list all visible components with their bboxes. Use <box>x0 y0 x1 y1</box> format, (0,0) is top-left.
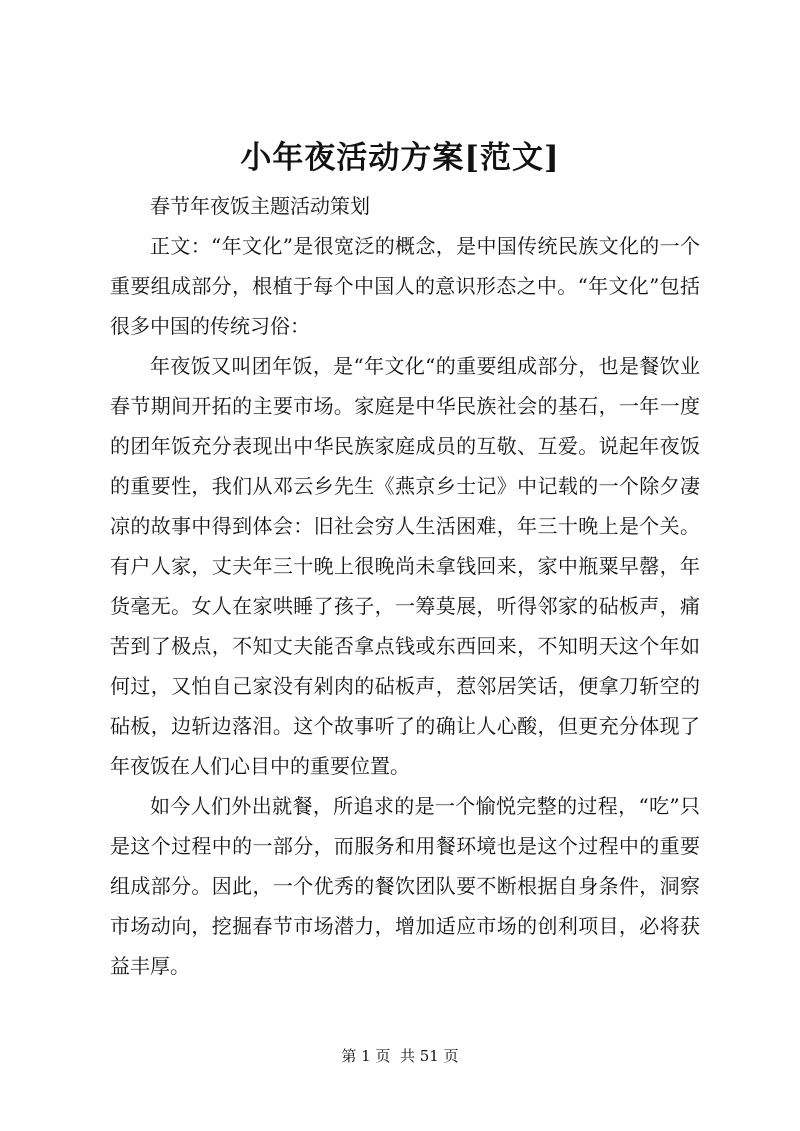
page-footer <box>0 1046 800 1066</box>
page-number: 第 1 页 共 51 页 <box>341 1047 459 1065</box>
document-title: 小年夜活动方案[范文] <box>240 140 560 176</box>
subtitle-paragraph: 春节年夜饭主题活动策划 <box>150 194 370 218</box>
document-body <box>110 186 700 986</box>
body-paragraph: 如今人们外出就餐，所追求的是一个愉悦完整的过程，“吃”只是这个过程中的一部分，而服务和用餐环境也是这个过程中的重要组成部分。因此，一个优秀的餐饮团队要不断根据自身条件，洞察市场动向，挖掘春节市场潜力，增加适应市场的创利项目，必将获益丰厚。 <box>110 794 700 978</box>
body-paragraph: 年夜饭又叫团年饭，是“年文化“的重要组成部分，也是餐饮业春节期间开拓的主要市场。家庭是中华民族社会的基石，一年一度的团年饭充分表现出中华民族家庭成员的互敬、互爱。说起年夜饭的重要性，我们从邓云乡先生《燕京乡士记》中记载的一个除夕凄凉的故事中得到体会：旧社会穷人生活困难，年三十晚上是个关。有户人家，丈夫年三十晚上很晚尚未拿钱回来，家中瓶粟早罄，年货毫无。女人在家哄睡了孩子，一筹莫展，听得邻家的砧板声，痛苦到了极点，不知丈夫能否拿点钱或东西回来，不知明天这个年如何过，又怕自己家没有剁肉的砧板声，惹邻居笑话，便拿刀斩空的砧板，边斩边落泪。这个故事听了的确让人心酸，但更充分体现了年夜饭在人们心目中的重要位置。 <box>110 354 700 778</box>
body-paragraph: 正文：“年文化”是很宽泛的概念，是中国传统民族文化的一个重要组成部分，根植于每个中国人的意识形态之中。“年文化”包括很多中国的传统习俗： <box>110 234 700 338</box>
